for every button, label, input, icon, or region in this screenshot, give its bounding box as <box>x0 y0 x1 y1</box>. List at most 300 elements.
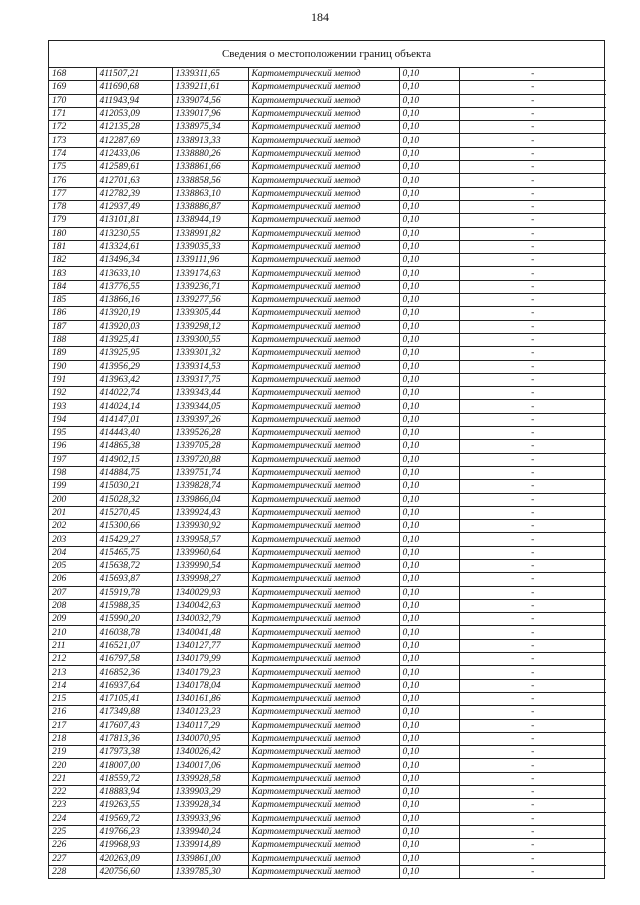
accuracy-cell: 0,10 <box>399 559 459 572</box>
note-cell: - <box>459 427 606 440</box>
point-number-cell: 168 <box>49 68 96 81</box>
point-number-cell: 196 <box>49 440 96 453</box>
y-coordinate-cell: 1339298,12 <box>172 320 248 333</box>
point-number-cell: 183 <box>49 267 96 280</box>
point-number-cell: 171 <box>49 107 96 120</box>
point-number-cell: 210 <box>49 626 96 639</box>
accuracy-cell: 0,10 <box>399 586 459 599</box>
point-number-cell: 181 <box>49 240 96 253</box>
y-coordinate-cell: 1339940,24 <box>172 825 248 838</box>
accuracy-cell: 0,10 <box>399 360 459 373</box>
x-coordinate-cell: 415990,20 <box>96 613 172 626</box>
note-cell: - <box>459 546 606 559</box>
table-row <box>49 147 606 160</box>
table-row <box>49 107 606 120</box>
y-coordinate-cell: 1339924,43 <box>172 506 248 519</box>
point-number-cell: 201 <box>49 506 96 519</box>
table-row <box>49 719 606 732</box>
note-cell: - <box>459 799 606 812</box>
note-cell: - <box>459 852 606 865</box>
accuracy-cell: 0,10 <box>399 440 459 453</box>
point-number-cell: 188 <box>49 333 96 346</box>
point-number-cell: 175 <box>49 161 96 174</box>
x-coordinate-cell: 413925,95 <box>96 347 172 360</box>
point-number-cell: 202 <box>49 520 96 533</box>
note-cell: - <box>459 147 606 160</box>
method-cell: Картометрический метод <box>248 852 399 865</box>
method-cell: Картометрический метод <box>248 227 399 240</box>
x-coordinate-cell: 414022,74 <box>96 387 172 400</box>
y-coordinate-cell: 1338861,66 <box>172 161 248 174</box>
table-row <box>49 427 606 440</box>
table-row <box>49 68 606 81</box>
x-coordinate-cell: 417813,36 <box>96 732 172 745</box>
y-coordinate-cell: 1339990,54 <box>172 559 248 572</box>
note-cell: - <box>459 599 606 612</box>
point-number-cell: 170 <box>49 94 96 107</box>
point-number-cell: 223 <box>49 799 96 812</box>
x-coordinate-cell: 416521,07 <box>96 639 172 652</box>
accuracy-cell: 0,10 <box>399 706 459 719</box>
table-row <box>49 546 606 559</box>
point-number-cell: 193 <box>49 400 96 413</box>
y-coordinate-cell: 1340041,48 <box>172 626 248 639</box>
method-cell: Картометрический метод <box>248 400 399 413</box>
point-number-cell: 200 <box>49 493 96 506</box>
y-coordinate-cell: 1339526,28 <box>172 427 248 440</box>
table-row <box>49 599 606 612</box>
table-row <box>49 573 606 586</box>
y-coordinate-cell: 1338913,33 <box>172 134 248 147</box>
table-row <box>49 613 606 626</box>
accuracy-cell: 0,10 <box>399 267 459 280</box>
y-coordinate-cell: 1340029,93 <box>172 586 248 599</box>
y-coordinate-cell: 1339035,33 <box>172 240 248 253</box>
table-row <box>49 586 606 599</box>
accuracy-cell: 0,10 <box>399 799 459 812</box>
method-cell: Картометрический метод <box>248 121 399 134</box>
note-cell: - <box>459 134 606 147</box>
point-number-cell: 208 <box>49 599 96 612</box>
method-cell: Картометрический метод <box>248 706 399 719</box>
accuracy-cell: 0,10 <box>399 506 459 519</box>
point-number-cell: 228 <box>49 865 96 878</box>
accuracy-cell: 0,10 <box>399 333 459 346</box>
table-row <box>49 227 606 240</box>
table-row <box>49 852 606 865</box>
point-number-cell: 221 <box>49 772 96 785</box>
accuracy-cell: 0,10 <box>399 666 459 679</box>
method-cell: Картометрический метод <box>248 440 399 453</box>
table-row <box>49 706 606 719</box>
table-row <box>49 240 606 253</box>
method-cell: Картометрический метод <box>248 68 399 81</box>
x-coordinate-cell: 415919,78 <box>96 586 172 599</box>
note-cell: - <box>459 400 606 413</box>
method-cell: Картометрический метод <box>248 493 399 506</box>
accuracy-cell: 0,10 <box>399 294 459 307</box>
accuracy-cell: 0,10 <box>399 174 459 187</box>
point-number-cell: 178 <box>49 200 96 213</box>
note-cell: - <box>459 706 606 719</box>
point-number-cell: 176 <box>49 174 96 187</box>
y-coordinate-cell: 1339301,32 <box>172 347 248 360</box>
note-cell: - <box>459 214 606 227</box>
x-coordinate-cell: 417105,41 <box>96 692 172 705</box>
x-coordinate-cell: 417607,43 <box>96 719 172 732</box>
y-coordinate-cell: 1340117,29 <box>172 719 248 732</box>
method-cell: Картометрический метод <box>248 520 399 533</box>
point-number-cell: 185 <box>49 294 96 307</box>
method-cell: Картометрический метод <box>248 161 399 174</box>
point-number-cell: 191 <box>49 373 96 386</box>
point-number-cell: 207 <box>49 586 96 599</box>
table-row <box>49 533 606 546</box>
method-cell: Картометрический метод <box>248 586 399 599</box>
point-number-cell: 218 <box>49 732 96 745</box>
accuracy-cell: 0,10 <box>399 653 459 666</box>
accuracy-cell: 0,10 <box>399 81 459 94</box>
method-cell: Картометрический метод <box>248 719 399 732</box>
point-number-cell: 215 <box>49 692 96 705</box>
y-coordinate-cell: 1338975,34 <box>172 121 248 134</box>
accuracy-cell: 0,10 <box>399 94 459 107</box>
note-cell: - <box>459 360 606 373</box>
note-cell: - <box>459 772 606 785</box>
y-coordinate-cell: 1339933,96 <box>172 812 248 825</box>
note-cell: - <box>459 453 606 466</box>
method-cell: Картометрический метод <box>248 427 399 440</box>
x-coordinate-cell: 418883,94 <box>96 786 172 799</box>
point-number-cell: 180 <box>49 227 96 240</box>
note-cell: - <box>459 533 606 546</box>
accuracy-cell: 0,10 <box>399 147 459 160</box>
table-row <box>49 254 606 267</box>
table-row <box>49 786 606 799</box>
note-cell: - <box>459 626 606 639</box>
x-coordinate-cell: 413633,10 <box>96 267 172 280</box>
accuracy-cell: 0,10 <box>399 546 459 559</box>
y-coordinate-cell: 1339305,44 <box>172 307 248 320</box>
y-coordinate-cell: 1339343,44 <box>172 387 248 400</box>
accuracy-cell: 0,10 <box>399 865 459 878</box>
y-coordinate-cell: 1339111,96 <box>172 254 248 267</box>
point-number-cell: 224 <box>49 812 96 825</box>
y-coordinate-cell: 1339861,00 <box>172 852 248 865</box>
table-row <box>49 653 606 666</box>
x-coordinate-cell: 415028,32 <box>96 493 172 506</box>
note-cell: - <box>459 280 606 293</box>
y-coordinate-cell: 1339317,75 <box>172 373 248 386</box>
table-row <box>49 679 606 692</box>
note-cell: - <box>459 347 606 360</box>
accuracy-cell: 0,10 <box>399 719 459 732</box>
note-cell: - <box>459 68 606 81</box>
note-cell: - <box>459 786 606 799</box>
note-cell: - <box>459 94 606 107</box>
method-cell: Картометрический метод <box>248 413 399 426</box>
y-coordinate-cell: 1340017,06 <box>172 759 248 772</box>
x-coordinate-cell: 413496,34 <box>96 254 172 267</box>
y-coordinate-cell: 1339397,26 <box>172 413 248 426</box>
x-coordinate-cell: 411690,68 <box>96 81 172 94</box>
x-coordinate-cell: 416797,58 <box>96 653 172 666</box>
y-coordinate-cell: 1339236,71 <box>172 280 248 293</box>
note-cell: - <box>459 825 606 838</box>
y-coordinate-cell: 1339998,27 <box>172 573 248 586</box>
y-coordinate-cell: 1339017,96 <box>172 107 248 120</box>
method-cell: Картометрический метод <box>248 480 399 493</box>
accuracy-cell: 0,10 <box>399 839 459 852</box>
x-coordinate-cell: 414147,01 <box>96 413 172 426</box>
method-cell: Картометрический метод <box>248 347 399 360</box>
y-coordinate-cell: 1340032,79 <box>172 613 248 626</box>
method-cell: Картометрический метод <box>248 333 399 346</box>
y-coordinate-cell: 1339828,74 <box>172 480 248 493</box>
accuracy-cell: 0,10 <box>399 254 459 267</box>
accuracy-cell: 0,10 <box>399 692 459 705</box>
accuracy-cell: 0,10 <box>399 533 459 546</box>
accuracy-cell: 0,10 <box>399 227 459 240</box>
table-row <box>49 200 606 213</box>
x-coordinate-cell: 412287,69 <box>96 134 172 147</box>
x-coordinate-cell: 418007,00 <box>96 759 172 772</box>
method-cell: Картометрический метод <box>248 533 399 546</box>
note-cell: - <box>459 839 606 852</box>
point-number-cell: 190 <box>49 360 96 373</box>
note-cell: - <box>459 559 606 572</box>
table-row <box>49 506 606 519</box>
method-cell: Картометрический метод <box>248 320 399 333</box>
y-coordinate-cell: 1339720,88 <box>172 453 248 466</box>
note-cell: - <box>459 333 606 346</box>
x-coordinate-cell: 416937,64 <box>96 679 172 692</box>
point-number-cell: 184 <box>49 280 96 293</box>
accuracy-cell: 0,10 <box>399 68 459 81</box>
accuracy-cell: 0,10 <box>399 320 459 333</box>
accuracy-cell: 0,10 <box>399 413 459 426</box>
y-coordinate-cell: 1339928,58 <box>172 772 248 785</box>
y-coordinate-cell: 1340070,95 <box>172 732 248 745</box>
point-number-cell: 213 <box>49 666 96 679</box>
x-coordinate-cell: 413920,03 <box>96 320 172 333</box>
method-cell: Картометрический метод <box>248 453 399 466</box>
y-coordinate-cell: 1339903,29 <box>172 786 248 799</box>
x-coordinate-cell: 419263,55 <box>96 799 172 812</box>
note-cell: - <box>459 719 606 732</box>
table-row <box>49 453 606 466</box>
accuracy-cell: 0,10 <box>399 812 459 825</box>
note-cell: - <box>459 732 606 745</box>
method-cell: Картометрический метод <box>248 692 399 705</box>
note-cell: - <box>459 639 606 652</box>
note-cell: - <box>459 812 606 825</box>
note-cell: - <box>459 121 606 134</box>
x-coordinate-cell: 416038,78 <box>96 626 172 639</box>
note-cell: - <box>459 387 606 400</box>
point-number-cell: 172 <box>49 121 96 134</box>
x-coordinate-cell: 415693,87 <box>96 573 172 586</box>
method-cell: Картометрический метод <box>248 679 399 692</box>
y-coordinate-cell: 1340179,23 <box>172 666 248 679</box>
note-cell: - <box>459 865 606 878</box>
note-cell: - <box>459 573 606 586</box>
table-row <box>49 799 606 812</box>
point-number-cell: 177 <box>49 187 96 200</box>
method-cell: Картометрический метод <box>248 812 399 825</box>
table-row <box>49 373 606 386</box>
note-cell: - <box>459 267 606 280</box>
table-row <box>49 759 606 772</box>
point-number-cell: 222 <box>49 786 96 799</box>
note-cell: - <box>459 294 606 307</box>
method-cell: Картометрический метод <box>248 599 399 612</box>
method-cell: Картометрический метод <box>248 373 399 386</box>
note-cell: - <box>459 440 606 453</box>
table-row <box>49 174 606 187</box>
point-number-cell: 214 <box>49 679 96 692</box>
x-coordinate-cell: 415300,66 <box>96 520 172 533</box>
table-row <box>49 214 606 227</box>
y-coordinate-cell: 1338991,82 <box>172 227 248 240</box>
note-cell: - <box>459 746 606 759</box>
method-cell: Картометрический метод <box>248 666 399 679</box>
y-coordinate-cell: 1338880,26 <box>172 147 248 160</box>
table-row <box>49 440 606 453</box>
y-coordinate-cell: 1338858,56 <box>172 174 248 187</box>
method-cell: Картометрический метод <box>248 360 399 373</box>
point-number-cell: 192 <box>49 387 96 400</box>
x-coordinate-cell: 417973,38 <box>96 746 172 759</box>
note-cell: - <box>459 227 606 240</box>
method-cell: Картометрический метод <box>248 839 399 852</box>
method-cell: Картометрический метод <box>248 865 399 878</box>
table-row <box>49 772 606 785</box>
point-number-cell: 226 <box>49 839 96 852</box>
method-cell: Картометрический метод <box>248 174 399 187</box>
x-coordinate-cell: 412589,61 <box>96 161 172 174</box>
x-coordinate-cell: 414902,15 <box>96 453 172 466</box>
method-cell: Картометрический метод <box>248 546 399 559</box>
point-number-cell: 217 <box>49 719 96 732</box>
point-number-cell: 205 <box>49 559 96 572</box>
method-cell: Картометрический метод <box>248 107 399 120</box>
page-number: 184 <box>311 10 329 24</box>
note-cell: - <box>459 759 606 772</box>
x-coordinate-cell: 415988,35 <box>96 599 172 612</box>
note-cell: - <box>459 81 606 94</box>
note-cell: - <box>459 161 606 174</box>
point-number-cell: 198 <box>49 466 96 479</box>
coordinates-table <box>49 68 606 878</box>
accuracy-cell: 0,10 <box>399 786 459 799</box>
x-coordinate-cell: 418559,72 <box>96 772 172 785</box>
method-cell: Картометрический метод <box>248 573 399 586</box>
point-number-cell: 209 <box>49 613 96 626</box>
point-number-cell: 186 <box>49 307 96 320</box>
method-cell: Картометрический метод <box>248 81 399 94</box>
method-cell: Картометрический метод <box>248 559 399 572</box>
accuracy-cell: 0,10 <box>399 732 459 745</box>
method-cell: Картометрический метод <box>248 732 399 745</box>
x-coordinate-cell: 411507,21 <box>96 68 172 81</box>
note-cell: - <box>459 480 606 493</box>
table-row <box>49 626 606 639</box>
accuracy-cell: 0,10 <box>399 214 459 227</box>
x-coordinate-cell: 412135,28 <box>96 121 172 134</box>
table-row <box>49 839 606 852</box>
x-coordinate-cell: 415030,21 <box>96 480 172 493</box>
method-cell: Картометрический метод <box>248 200 399 213</box>
y-coordinate-cell: 1339751,74 <box>172 466 248 479</box>
y-coordinate-cell: 1339314,53 <box>172 360 248 373</box>
y-coordinate-cell: 1339277,56 <box>172 294 248 307</box>
x-coordinate-cell: 413866,16 <box>96 294 172 307</box>
point-number-cell: 211 <box>49 639 96 652</box>
table-row <box>49 520 606 533</box>
accuracy-cell: 0,10 <box>399 520 459 533</box>
table-row <box>49 94 606 107</box>
point-number-cell: 179 <box>49 214 96 227</box>
accuracy-cell: 0,10 <box>399 573 459 586</box>
table-row <box>49 307 606 320</box>
accuracy-cell: 0,10 <box>399 599 459 612</box>
table-row <box>49 812 606 825</box>
y-coordinate-cell: 1340179,99 <box>172 653 248 666</box>
note-cell: - <box>459 254 606 267</box>
note-cell: - <box>459 493 606 506</box>
accuracy-cell: 0,10 <box>399 307 459 320</box>
accuracy-cell: 0,10 <box>399 107 459 120</box>
note-cell: - <box>459 679 606 692</box>
note-cell: - <box>459 200 606 213</box>
y-coordinate-cell: 1338863,10 <box>172 187 248 200</box>
accuracy-cell: 0,10 <box>399 493 459 506</box>
table-row <box>49 267 606 280</box>
point-number-cell: 174 <box>49 147 96 160</box>
method-cell: Картометрический метод <box>248 240 399 253</box>
method-cell: Картометрический метод <box>248 639 399 652</box>
note-cell: - <box>459 320 606 333</box>
accuracy-cell: 0,10 <box>399 759 459 772</box>
method-cell: Картометрический метод <box>248 214 399 227</box>
note-cell: - <box>459 174 606 187</box>
table-row <box>49 466 606 479</box>
point-number-cell: 203 <box>49 533 96 546</box>
x-coordinate-cell: 417349,88 <box>96 706 172 719</box>
y-coordinate-cell: 1339914,89 <box>172 839 248 852</box>
note-cell: - <box>459 413 606 426</box>
table-row <box>49 134 606 147</box>
accuracy-cell: 0,10 <box>399 347 459 360</box>
table-title: Сведения о местоположении границ объекта <box>49 41 604 68</box>
point-number-cell: 197 <box>49 453 96 466</box>
note-cell: - <box>459 520 606 533</box>
table-row <box>49 347 606 360</box>
accuracy-cell: 0,10 <box>399 466 459 479</box>
point-number-cell: 187 <box>49 320 96 333</box>
point-number-cell: 225 <box>49 825 96 838</box>
method-cell: Картометрический метод <box>248 307 399 320</box>
note-cell: - <box>459 373 606 386</box>
x-coordinate-cell: 412937,49 <box>96 200 172 213</box>
accuracy-cell: 0,10 <box>399 134 459 147</box>
accuracy-cell: 0,10 <box>399 746 459 759</box>
note-cell: - <box>459 613 606 626</box>
table-row <box>49 333 606 346</box>
accuracy-cell: 0,10 <box>399 161 459 174</box>
point-number-cell: 194 <box>49 413 96 426</box>
